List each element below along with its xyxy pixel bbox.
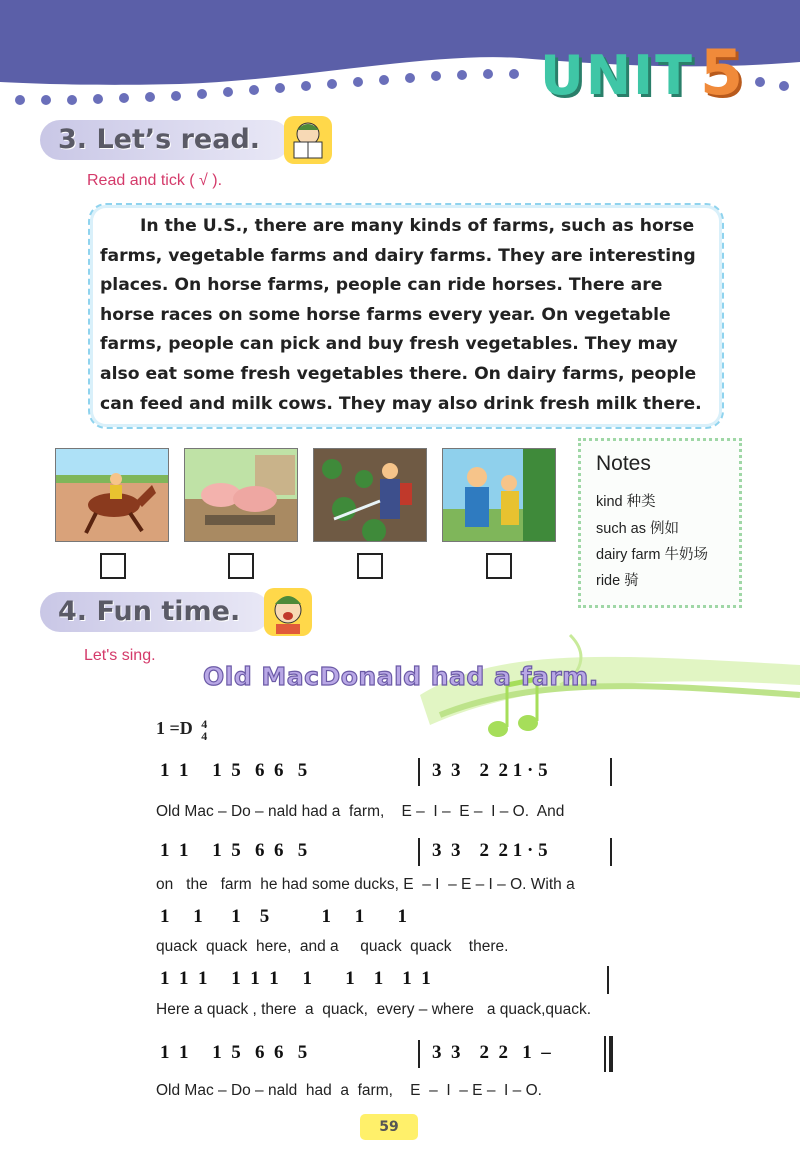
notes-title: Notes — [596, 452, 651, 475]
singing-boy-icon — [262, 586, 314, 638]
notation-line-1b: 3 3 2 2 1 · 5 — [432, 760, 548, 781]
section3-heading-text: 3. Let’s read. — [58, 124, 261, 155]
section4-heading — [40, 592, 270, 632]
key-text: 1 =D — [156, 718, 193, 739]
reading-boy-icon — [282, 114, 334, 166]
lyric-line-5: Old Mac – Do – nald had a farm, E – I – E – I – O. — [156, 1082, 542, 1099]
note-item: ride 骑 — [596, 573, 639, 589]
tick-box-2[interactable] — [228, 553, 254, 579]
notation-line-2a: 1 1 1 5 6 6 5 — [160, 840, 308, 861]
section4-heading-text: 4. Fun time. — [58, 596, 241, 627]
time-signature-bottom: 4 — [201, 729, 208, 743]
unit-word: UNIT — [540, 44, 694, 107]
final-bar-line — [604, 1036, 606, 1072]
picture-horse-racing — [55, 448, 169, 542]
notation-line-4: 1 1 1 1 1 1 1 1 1 1 1 — [160, 968, 431, 989]
section3-heading — [40, 120, 290, 160]
tick-box-3[interactable] — [357, 553, 383, 579]
song-title: Old MacDonald had a farm. — [203, 662, 599, 691]
bar-line — [607, 966, 609, 994]
note-item: such as 例如 — [596, 521, 679, 537]
final-bar-line-thick — [609, 1036, 613, 1072]
notation-line-5b: 3 3 2 2 1 – — [432, 1042, 551, 1063]
note-item: dairy farm 牛奶场 — [596, 547, 708, 563]
bar-line — [418, 758, 420, 786]
page-number: 59 — [360, 1114, 418, 1140]
notation-line-5a: 1 1 1 5 6 6 5 — [160, 1042, 308, 1063]
time-signature-top: 4 — [201, 717, 208, 731]
picture-pigs — [184, 448, 298, 542]
unit-number: 5 — [699, 36, 746, 109]
notation-line-2b: 3 3 2 2 1 · 5 — [432, 840, 548, 861]
reading-passage: In the U.S., there are many kinds of farms, such as horse farms, vegetable farms and dairy farms. They are interesting places. On horse farms, people can ride horses. There are horse races on some horse farms every year. On vegetable farms, people can pick and buy fresh vegetables. They may also eat some fresh vegetables there. On dairy farms, people can feed and milk cows. They may also drink fresh milk there. — [100, 216, 702, 414]
lyric-line-3: quack quack here, and a quack quack there. — [156, 938, 509, 955]
picture-spraying — [313, 448, 427, 542]
tick-box-1[interactable] — [100, 553, 126, 579]
unit-title — [540, 36, 745, 109]
lyric-line-1: Old Mac – Do – nald had a farm, E – I – E – I – O. And — [156, 803, 565, 820]
note-item: kind 种类 — [596, 494, 656, 510]
bar-line — [418, 1040, 420, 1068]
key-signature — [156, 718, 207, 742]
section3-instruction: Read and tick ( √ ). — [87, 172, 223, 189]
section4-instruction: Let's sing. — [84, 647, 156, 664]
bar-line — [418, 838, 420, 866]
picture-picking-vegetables — [442, 448, 556, 542]
notation-line-1a: 1 1 1 5 6 6 5 — [160, 760, 308, 781]
tick-box-4[interactable] — [486, 553, 512, 579]
notation-line-3: 1 1 1 5 1 1 1 — [160, 906, 407, 927]
bar-line — [610, 838, 612, 866]
lyric-line-2: on the farm he had some ducks, E – I – E – I – O. With a — [156, 876, 575, 893]
lyric-line-4: Here a quack , there a quack, every – where a quack,quack. — [156, 1001, 592, 1018]
bar-line — [610, 758, 612, 786]
